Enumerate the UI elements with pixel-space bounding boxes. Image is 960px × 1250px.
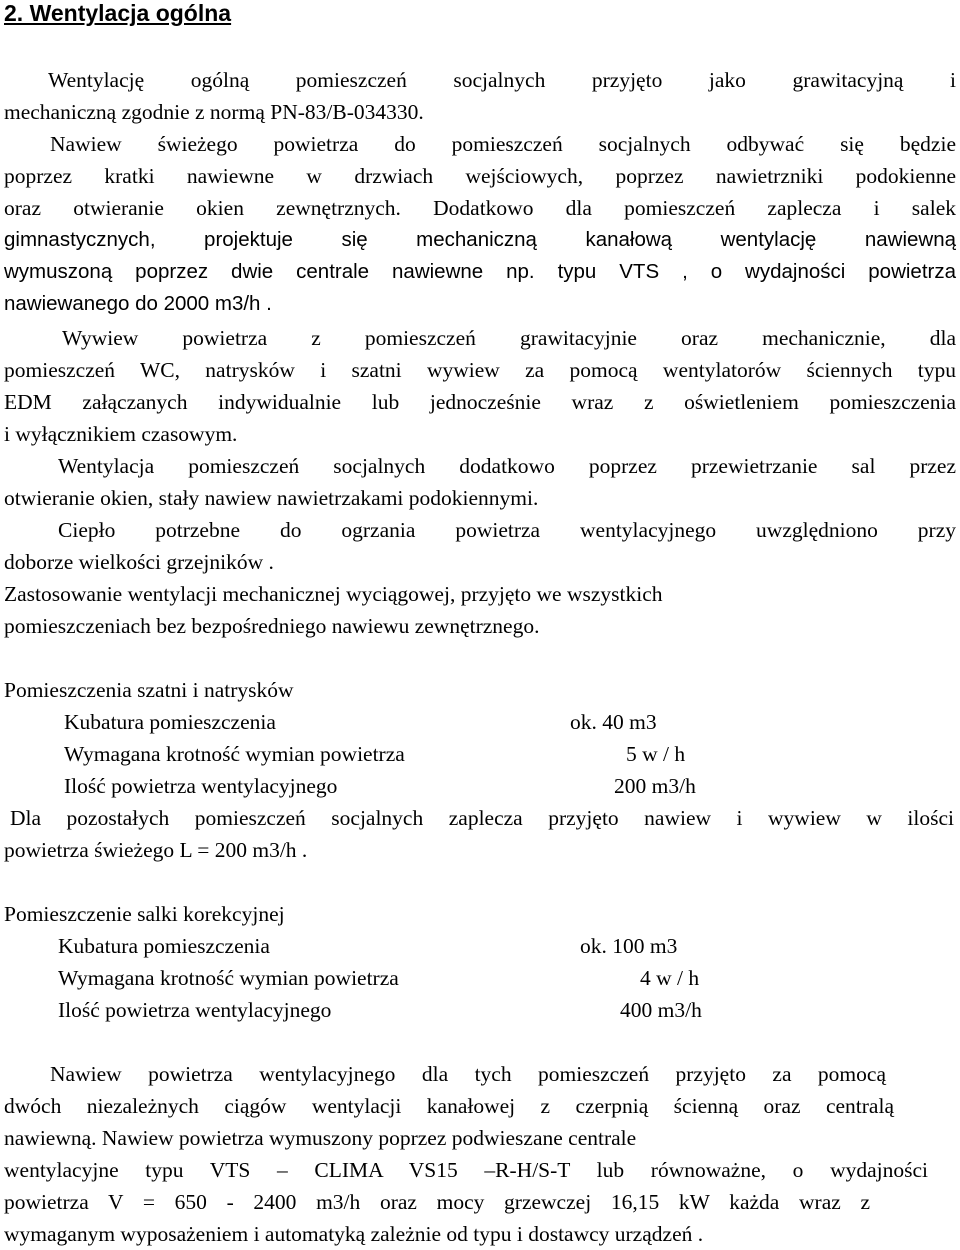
body-line-4: i wyłącznikiem czasowym. [4,422,238,446]
closing-line-1: Nawiew powietrza wentylacyjnego dla tych pomieszczeń przyjęto za pomocą [50,1062,886,1086]
section2-row3-label: Ilość powietrza wentylacyjnego [58,998,332,1022]
body-line-2: pomieszczeń WC, natrysków i szatni wywiew za pomocą wentylatorów ściennych typu [4,358,956,382]
intro-line-2: mechaniczną zgodnie z normą PN-83/B-034330. [4,100,424,124]
section1-note-line-1: Dla pozostałych pomieszczeń socjalnych zaplecza przyjęto nawiew i wywiew w ilości [10,806,954,830]
section2-row2-value: 4 w / h [640,966,700,990]
intro-line-4: poprzez kratki nawiewne w drzwiach wejściowych, poprzez nawietrzniki podokienne [4,164,956,188]
section2-row1-value: ok. 100 m3 [580,934,678,958]
section1-row3-value: 200 m3/h [614,774,696,798]
section1-row3-label: Ilość powietrza wentylacyjnego [64,774,338,798]
section1-note-line-2: powietrza świeżego L = 200 m3/h . [4,838,308,862]
body-line-5: Wentylacja pomieszczeń socjalnych dodatkowo poprzez przewietrzanie sal przez [58,454,956,478]
section2-row2-label: Wymagana krotność wymian powietrza [58,966,399,990]
body-line-10: pomieszczeniach bez bezpośredniego nawiewu zewnętrznego. [4,614,540,638]
section-heading: 2. Wentylacja ogólna [4,0,232,26]
section2-title: Pomieszczenie salki korekcyjnej [4,902,285,926]
section1-row1-label: Kubatura pomieszczenia [64,710,276,734]
closing-line-2: dwóch niezależnych ciągów wentylacji kanałowej z czerpnią ścienną oraz centralą [4,1094,894,1118]
intro-line-3: Nawiew świeżego powietrza do pomieszczeń socjalnych odbywać się będzie [50,132,956,156]
body-line-1: Wywiew powietrza z pomieszczeń grawitacyjnie oraz mechanicznie, dla [62,326,956,350]
body-line-6: otwieranie okien, stały nawiew nawietrzakami podokiennymi. [4,486,539,510]
intro-line-5: oraz otwieranie okien zewnętrznych. Dodatkowo dla pomieszczeń zaplecza i salek [4,196,956,220]
intro-line-7: wymuszoną poprzez dwie centrale nawiewne np. typu VTS , o wydajności powietrza [4,260,956,283]
closing-line-4: wentylacyjne typu VTS – CLIMA VS15 –R-H/S-T lub równoważne, o wydajności [4,1158,928,1182]
closing-line-3: nawiewną. Nawiew powietrza wymuszony poprzez podwieszane centrale [4,1126,637,1150]
section1-row2-value: 5 w / h [626,742,686,766]
intro-line-1: Wentylację ogólną pomieszczeń socjalnych przyjęto jako grawitacyjną i [48,68,956,92]
section1-row1-value: ok. 40 m3 [570,710,657,734]
section1-title: Pomieszczenia szatni i natrysków [4,678,294,702]
closing-line-6: wymaganym wyposażeniem i automatyką zależnie od typu i dostawcy urządzeń . [4,1222,704,1246]
body-line-8: doborze wielkości grzejników . [4,550,274,574]
closing-line-5: powietrza V = 650 - 2400 m3/h oraz mocy grzewczej 16,15 kW każda wraz z [4,1190,870,1214]
body-line-3: EDM załączanych indywidualnie lub jednocześnie wraz z oświetleniem pomieszczenia [4,390,956,414]
body-line-9: Zastosowanie wentylacji mechanicznej wyciągowej, przyjęto we wszystkich [4,582,663,606]
intro-line-8: nawiewanego do 2000 m3/h . [4,292,272,315]
section2-row3-value: 400 m3/h [620,998,702,1022]
body-line-7: Ciepło potrzebne do ogrzania powietrza wentylacyjnego uwzględniono przy [58,518,956,542]
section1-row2-label: Wymagana krotność wymian powietrza [64,742,405,766]
section2-row1-label: Kubatura pomieszczenia [58,934,270,958]
intro-line-6: gimnastycznych, projektuje się mechaniczną kanałową wentylację nawiewną [4,228,956,251]
